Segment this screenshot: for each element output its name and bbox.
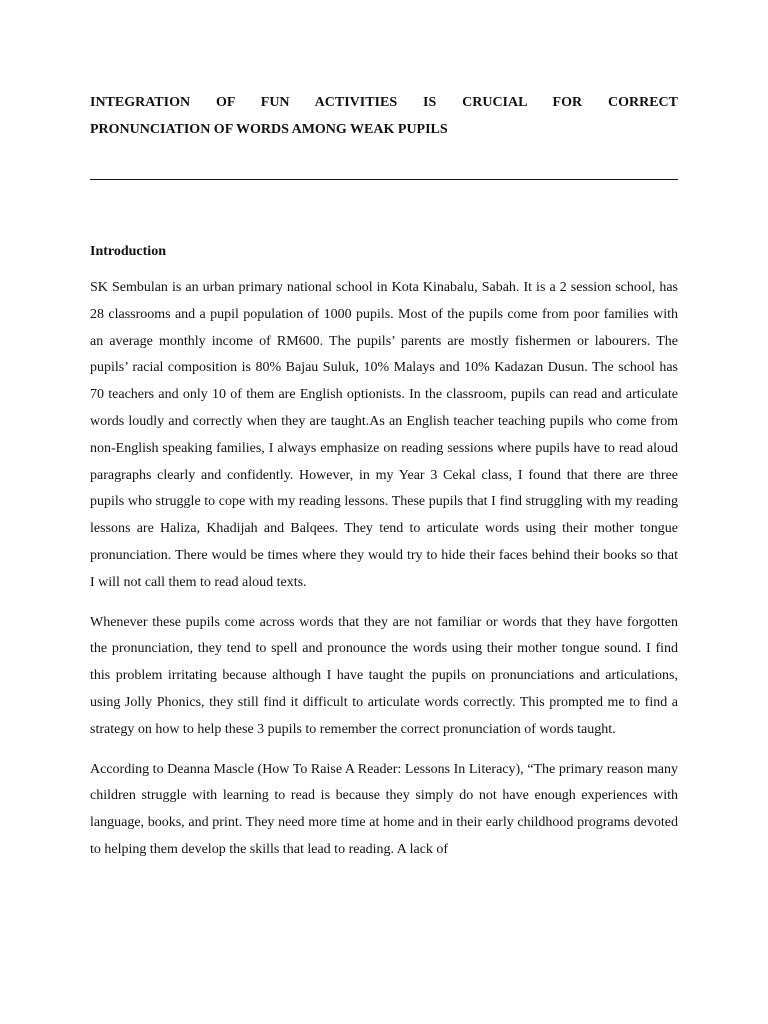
paragraph-2: Whenever these pupils come across words that they are not familiar or words that they have forgotten the pronunciation, they tend to spell and pronounce the words using their mother tongue sound. I find this problem irritating because although I have taught the pupils on pronunciations and articulations, using Jolly Phonics, they still find it difficult to articulate words correctly. This prompted me to find a strategy on how to help these 3 pupils to remember the correct pronunciation of words taught. [90,614,678,737]
document-title [90,0,678,143]
section-heading: Introduction [90,244,166,259]
paragraph-1: SK Sembulan is an urban primary national school in Kota Kinabalu, Sabah. It is a 2 session school, has 28 classrooms and a pupil population of 1000 pupils. Most of the pupils come from poor families with an average monthly income of RM600. The pupils’ parents are mostly fishermen or labourers. The pupils’ racial composition is 80% Bajau Suluk, 10% Malays and 10% Kadazan Dusun. The school has 70 teachers and only 10 of them are English optionists. In the classroom, pupils can read and articulate words loudly and correctly when they are taught.As an English teacher teaching pupils who come from non-English speaking families, I always emphasize on reading sessions where pupils have to read aloud paragraphs clearly and confidently. However, in my Year 3 Cekal class, I found that there are three pupils who struggle to cope with my reading lessons. These pupils that I find struggling with my reading lessons are Haliza, Khadijah and Balqees. They tend to articulate words using their mother tongue pronunciation. There would be times where they would try to hide their faces behind their books so that I will not call them to read aloud texts. [90,280,678,590]
title-line-1: INTEGRATION OF FUN ACTIVITIES IS CRUCIAL FOR CORRECT [90,95,678,110]
title-line-2: PRONUNCIATION OF WORDS AMONG WEAK PUPILS [90,122,448,137]
paragraph-3: According to Deanna Mascle (How To Raise A Reader: Lessons In Literacy), “The primary reason many children struggle with learning to read is because they simply do not have enough experiences with language, books, and print. They need more time at home and in their early childhood programs devoted to helping them develop the skills that lead to reading. A lack of [90,761,678,857]
title-divider [90,179,678,180]
